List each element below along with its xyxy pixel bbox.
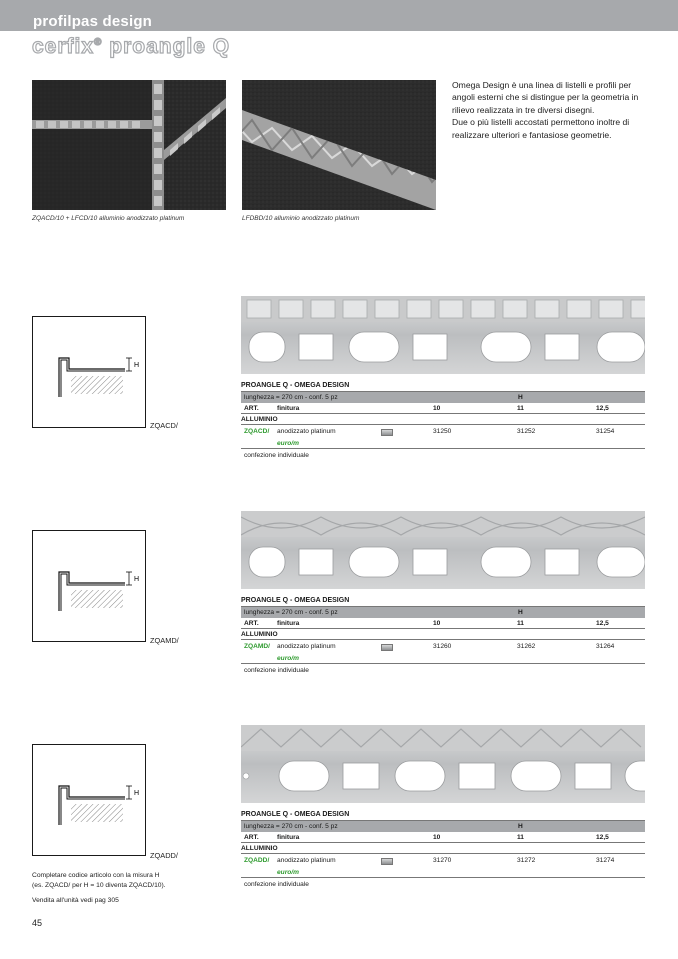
profile-strip-image	[241, 725, 645, 803]
item-code-10: 31250	[433, 428, 452, 435]
product-code-label: ZQACD/	[150, 421, 178, 430]
order-note-line-2: (es. ZQACD/ per H = 10 diventa ZQACD/10).	[32, 881, 166, 889]
item-code: ZQAMD/	[244, 643, 271, 650]
profile-diagram	[32, 530, 146, 642]
item-finish: anodizzato platinum	[277, 428, 336, 435]
art-header: ART.	[244, 834, 259, 841]
size-header-11: 11	[517, 620, 524, 627]
intro-paragraph-1: Omega Design è una linea di listelli e profili per angoli esterni che si distingue per la geometria in rilievo realizzata in tre diversi disegni.	[452, 80, 639, 115]
h-header: H	[518, 609, 523, 616]
unit-label: euro/m	[277, 869, 299, 876]
item-code-11: 31272	[517, 857, 536, 864]
spec-table	[241, 595, 645, 678]
packaging-text: confezione individuale	[244, 452, 309, 459]
table-title: PROANGLE Q - OMEGA DESIGN	[241, 595, 645, 607]
item-code-10: 31270	[433, 857, 452, 864]
finish-swatch	[381, 858, 393, 865]
unit-sale-note: Vendita all'unità vedi pag 305	[32, 897, 119, 904]
diagram-h-label: H	[134, 362, 140, 369]
product-code-label: ZQAMD/	[150, 636, 179, 645]
photo-caption-1: ZQACD/10 + LFCD/10 alluminio anodizzato platinum	[32, 215, 185, 222]
h-header: H	[518, 823, 523, 830]
item-code-12-5: 31264	[596, 643, 615, 650]
unit-label: euro/m	[277, 440, 299, 447]
packaging-row	[241, 449, 645, 463]
finish-swatch	[381, 644, 393, 651]
profile-strip-image	[241, 511, 645, 589]
finish-header: finitura	[277, 405, 300, 412]
table-length-row	[241, 821, 645, 832]
packaging-row	[241, 664, 645, 678]
length-text: lunghezza = 270 cm - conf. 5 pz	[244, 609, 338, 616]
size-header-11: 11	[517, 405, 524, 412]
length-text: lunghezza = 270 cm - conf. 5 pz	[244, 823, 338, 830]
order-note	[32, 871, 166, 890]
table-title: PROANGLE Q - OMEGA DESIGN	[241, 809, 645, 821]
material-row: ALLUMINIO	[241, 843, 645, 854]
spec-table	[241, 380, 645, 463]
order-note-line-1: Completare codice articolo con la misura H	[32, 872, 160, 879]
item-code-12-5: 31274	[596, 857, 615, 864]
material-row: ALLUMINIO	[241, 414, 645, 425]
table-header-row	[241, 618, 645, 629]
size-header-11: 11	[517, 834, 524, 841]
item-code-11: 31262	[517, 643, 536, 650]
item-finish: anodizzato platinum	[277, 643, 336, 650]
size-header-10: 10	[433, 620, 441, 627]
finish-header: finitura	[277, 620, 300, 627]
series-title: profilpas design	[33, 13, 153, 30]
packaging-row	[241, 878, 645, 892]
finish-swatch	[381, 429, 393, 436]
diagram-h-label: H	[134, 576, 140, 583]
size-header-12-5: 12,5	[596, 620, 609, 627]
item-code: ZQADD/	[244, 857, 270, 864]
size-header-10: 10	[433, 405, 441, 412]
table-header-row	[241, 403, 645, 414]
unit-row	[241, 654, 645, 664]
h-header: H	[518, 394, 523, 401]
spec-table	[241, 809, 645, 892]
art-header: ART.	[244, 405, 259, 412]
item-finish: anodizzato platinum	[277, 857, 336, 864]
profile-diagram	[32, 744, 146, 856]
item-code: ZQACD/	[244, 428, 270, 435]
unit-row	[241, 868, 645, 878]
item-code-11: 31252	[517, 428, 536, 435]
photo-diagonal-strip	[242, 80, 436, 210]
page-number: 45	[32, 918, 43, 928]
unit-label: euro/m	[277, 655, 299, 662]
intro-text	[452, 79, 648, 141]
table-row	[241, 425, 645, 439]
item-code-12-5: 31254	[596, 428, 615, 435]
registered-mark: ®	[94, 37, 103, 48]
item-code-10: 31260	[433, 643, 452, 650]
profile-diagram	[32, 316, 146, 428]
length-text: lunghezza = 270 cm - conf. 5 pz	[244, 394, 338, 401]
material-row: ALLUMINIO	[241, 629, 645, 640]
size-header-10: 10	[433, 834, 441, 841]
table-length-row	[241, 607, 645, 618]
photo-corner-tiles	[32, 80, 226, 210]
size-header-12-5: 12,5	[596, 834, 609, 841]
size-header-12-5: 12,5	[596, 405, 609, 412]
finish-header: finitura	[277, 834, 300, 841]
product-title-suffix: proangle Q	[109, 35, 231, 58]
table-length-row	[241, 392, 645, 403]
unit-row	[241, 439, 645, 449]
intro-paragraph-2: Due o più listelli accostati permettono inoltre di realizzare ulteriori e fantasiose geometrie.	[452, 117, 630, 140]
photo-caption-2: LFDBD/10 alluminio anodizzato platinum	[242, 215, 360, 222]
profile-strip-image	[241, 296, 645, 374]
packaging-text: confezione individuale	[244, 667, 309, 674]
product-title-brand: cerfix	[32, 35, 95, 58]
table-header-row	[241, 832, 645, 843]
table-row	[241, 640, 645, 654]
product-title	[32, 35, 230, 59]
table-row	[241, 854, 645, 868]
product-code-label: ZQADD/	[150, 851, 178, 860]
table-title: PROANGLE Q - OMEGA DESIGN	[241, 380, 645, 392]
diagram-h-label: H	[134, 790, 140, 797]
packaging-text: confezione individuale	[244, 881, 309, 888]
art-header: ART.	[244, 620, 259, 627]
